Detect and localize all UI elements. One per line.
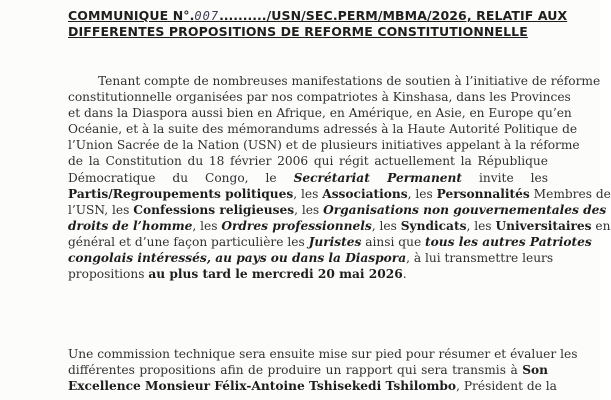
p1-line-10f: , les — [466, 218, 496, 233]
title-line-2: DIFFERENTES PROPOSITIONS DE REFORME CONSTITUTIONNELLE — [68, 24, 528, 39]
p1-line-5: l’Union Sacrée de la Nation (USN) et de plusieurs initiatives appelant à la réforme — [68, 138, 580, 153]
p1-line-12 — [68, 250, 554, 266]
p1-line-12b: , à lui transmettre leurs — [406, 251, 554, 266]
juristes: Juristes — [308, 234, 362, 249]
title-dots-after: .......... — [219, 8, 267, 23]
title-prefix: COMMUNIQUE N° — [68, 8, 190, 23]
p1-line-10 — [68, 218, 611, 234]
son-excellence: Son — [522, 363, 548, 378]
p1-line-7 — [68, 170, 548, 186]
p1-line-8d: , les — [407, 186, 437, 201]
p1-line-10d: , les — [371, 218, 401, 233]
p1-line-13a: propositions — [68, 267, 149, 282]
p1-line-10b: , les — [192, 218, 222, 233]
paragraph-2 — [68, 346, 578, 394]
p1-line-6: de la Constitution du 18 février 2006 qui régit actuellement la République — [68, 154, 548, 169]
deadline: au plus tard le mercredi 20 mai 2026 — [148, 267, 403, 282]
p1-line-11 — [68, 234, 592, 250]
p1-line-7c: invite les — [462, 170, 548, 185]
ong-droits-homme-2: droits de l’homme — [68, 218, 193, 233]
p2-line-2 — [68, 362, 548, 378]
tous-les-patriotes: tous les autres Patriotes — [425, 234, 592, 249]
p2-line-1: Une commission technique sera ensuite mise sur pied pour résumer et évaluer les — [68, 347, 578, 361]
p1-line-8f: Membres de — [529, 186, 611, 201]
patriotes-diaspora: congolais intéressés, au pays ou dans la Diaspora — [68, 251, 407, 266]
communique-title — [68, 8, 588, 40]
p1-line-9 — [68, 202, 607, 218]
partis-regroupements: Partis/Regroupements politiques — [68, 186, 294, 201]
p1-line-7a: Démocratique du Congo, le — [68, 170, 294, 185]
p1-line-8 — [68, 186, 611, 202]
title-dots-before: . — [189, 8, 195, 23]
p1-line-9c: , les — [294, 202, 324, 217]
p1-line-1: Tenant compte de nombreuses manifestations de soutien à l’initiative de réforme — [98, 74, 601, 88]
secretariat-permanent: Secrétariat Permanent — [293, 170, 463, 185]
ordres-professionnels: Ordres professionnels — [221, 218, 372, 233]
p1-line-9a: l’USN, les — [68, 202, 134, 217]
title-suffix: /USN/SEC.PERM/MBMA/2026, RELATIF AUX — [266, 8, 568, 23]
p1-line-13 — [68, 266, 548, 282]
paragraph-1 — [68, 73, 611, 282]
syndicats: Syndicats — [400, 218, 467, 233]
p2-line-3 — [68, 378, 557, 394]
p1-line-11c: ainsi que — [361, 234, 426, 249]
handwritten-number: 007 — [194, 9, 220, 23]
p2-line-2a: différentes propositions afin de produire un rapport qui sera transmis à — [68, 363, 523, 378]
p1-line-11a: général et d’une façon particulière les — [68, 234, 309, 249]
universitaires: Universitaires — [495, 218, 592, 233]
president-name: Excellence Monsieur Félix-Antoine Tshisekedi Tshilombo — [68, 379, 457, 394]
p1-line-2: constitutionnelle organisées par nos compatriotes à Kinshasa, dans les Provinces — [68, 90, 571, 105]
p2-line-3b: , Président de la — [456, 379, 557, 394]
associations: Associations — [322, 186, 408, 201]
p1-line-4: Océanie, et à la suite des mémorandums adressés à la Haute Autorité Politique de — [68, 122, 578, 137]
p1-line-13c: . — [402, 267, 407, 282]
p1-line-10h: en — [591, 218, 611, 233]
p1-line-3: et dans la Diaspora aussi bien en Afrique, en Amérique, en Asie, en Europe qu’en — [68, 106, 572, 121]
personnalites: Personnalités — [436, 186, 530, 201]
p1-line-8b: , les — [293, 186, 323, 201]
title-line-1 — [68, 8, 588, 24]
confessions-religieuses: Confessions religieuses — [133, 202, 295, 217]
ong-droits-homme-1: Organisations non gouvernementales des — [323, 202, 607, 217]
